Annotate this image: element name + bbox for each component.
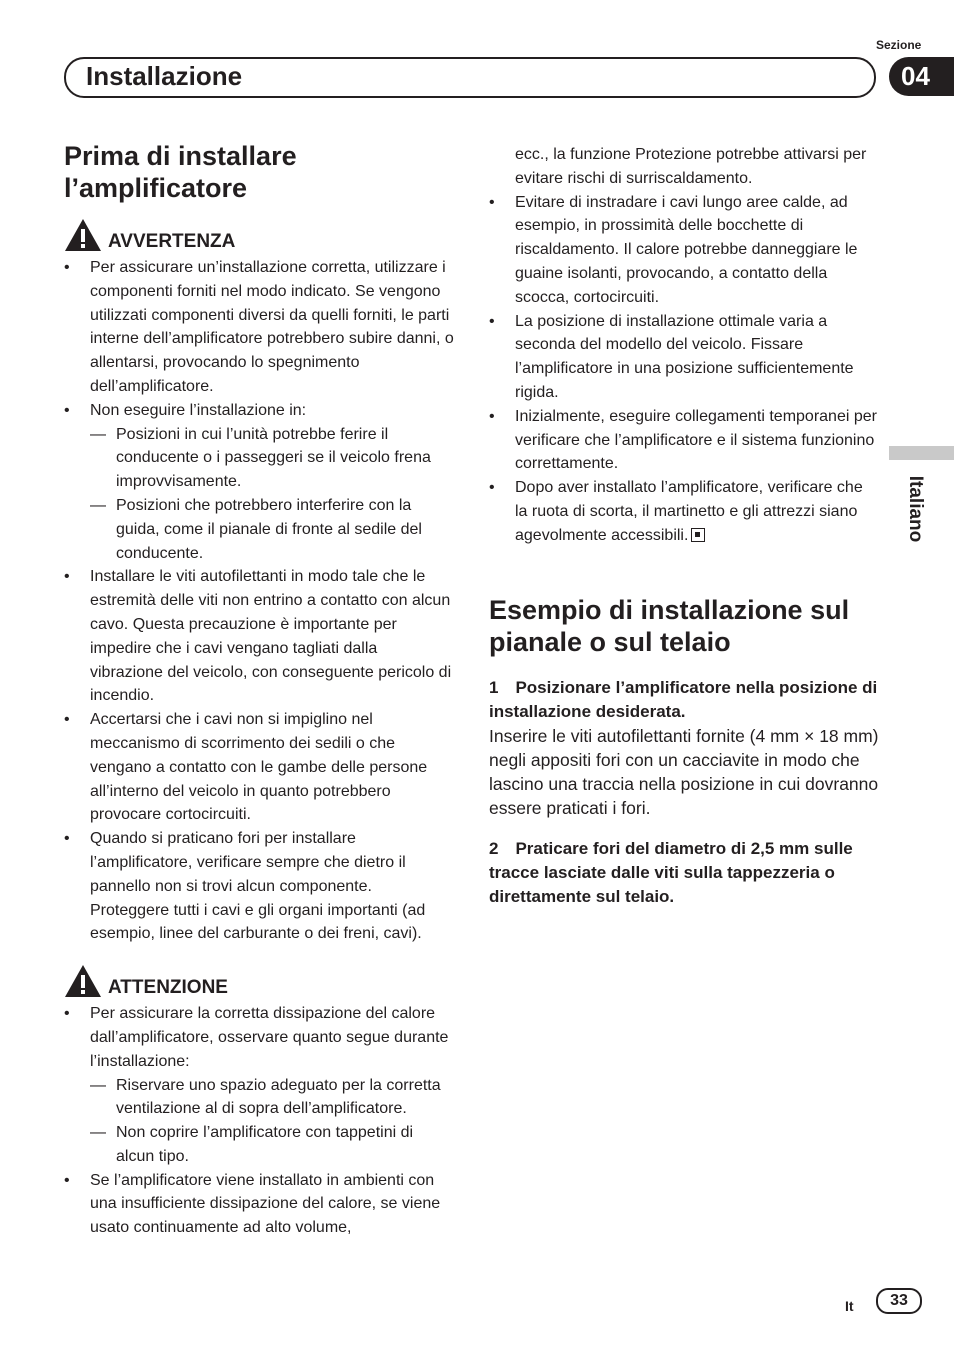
caution-header	[64, 964, 454, 998]
sub-list-item: — Non coprire l’amplificatore con tappetini di alcun tipo.	[90, 1121, 454, 1169]
page-header-title: Installazione	[86, 61, 243, 91]
list-item	[64, 1002, 454, 1169]
section-heading-esempio	[489, 594, 879, 658]
right-column	[489, 143, 879, 909]
section-heading-prima	[64, 140, 454, 204]
sub-list-item: — Posizioni che potrebbero interferire con la guida, come il pianale di fronte al sedile del conducente.	[90, 494, 454, 565]
step-1-title: 1 Posizionare l’amplificatore nella posizione di installazione desiderata.	[489, 677, 878, 721]
list-item: • Inizialmente, eseguire collegamenti temporanei per verificare che l’amplificatore e il sistema funzionino correttamente.	[489, 405, 879, 476]
language-tab-label: Italiano	[905, 475, 926, 543]
sub-list	[90, 1074, 454, 1169]
language-tab	[900, 466, 930, 552]
warning-label: AVVERTENZA	[108, 231, 236, 252]
language-code: It	[845, 1298, 854, 1314]
sub-list	[90, 423, 454, 566]
sub-list-item: — Posizioni in cui l’unità potrebbe ferire il conducente o i passeggeri se il veicolo frena improvvisamente.	[90, 423, 454, 494]
right-list	[489, 191, 879, 548]
heading-line: Prima di installare	[64, 141, 297, 171]
list-item: • Evitare di instradare i cavi lungo aree calde, ad esempio, in prossimità delle bocchette di riscaldamento. Il calore potrebbe danneggiare le guaine isolanti, provocando, a contatto della scocca, cortocircuiti.	[489, 191, 879, 310]
step-1-body: Inserire le viti autofilettanti fornite (4 mm × 18 mm) negli appositi fori con un cacciavite in modo che lascino una traccia nella posizione in cui dovranno essere praticati i fori.	[489, 725, 879, 818]
warning-list	[64, 256, 454, 946]
heading-line: Esempio di installazione sul	[489, 594, 850, 625]
warning-header	[64, 218, 454, 252]
step-2-title: 2 Praticare fori del diametro di 2,5 mm sulle tracce lasciate dalle viti sulla tappezzeria o direttamente sul telaio.	[489, 838, 853, 906]
warning-triangle-icon	[64, 964, 102, 998]
list-item: • Accertarsi che i cavi non si impiglino nel meccanismo di scorrimento dei sedili o che vengano a contatto con le gambe delle persone all’interno del veicolo in quanto potrebbero provocare cortocircuiti.	[64, 708, 454, 827]
list-item: • La posizione di installazione ottimale varia a seconda del modello del veicolo. Fissare l’amplificatore in una posizione sufficientemente rigida.	[489, 310, 879, 405]
list-item: • Per assicurare un’installazione corretta, utilizzare i componenti forniti nel modo indicato. Se vengono utilizzati componenti diversi da quelli forniti, le parti interne dell’amplificatore potrebbero subire danni, o allentarsi, provocando lo spegnimento dell’amplificatore.	[64, 256, 454, 399]
continued-text: ecc., la funzione Protezione potrebbe attivarsi per evitare rischi di surriscaldamento.	[515, 146, 867, 187]
page-number: 33	[876, 1288, 922, 1314]
list-item: • Installare le viti autofilettanti in modo tale che le estremità delle viti non entrino a contatto con alcun cavo. Questa precauzione è importante per impedire che i cavi vengano tagliati dalla vibrazione del veicolo, con conseguente pericolo di incendio.	[64, 565, 454, 708]
caution-label: ATTENZIONE	[108, 977, 228, 999]
end-mark-icon	[691, 528, 705, 542]
sub-list-item: — Riservare uno spazio adeguato per la corretta ventilazione al di sopra dell’amplificatore.	[90, 1074, 454, 1122]
list-item-text: Per assicurare la corretta dissipazione del calore dall’amplificatore, osservare quanto segue durante l’installazione:	[90, 1005, 449, 1070]
list-item-text: Dopo aver installato l’amplificatore, verificare che la ruota di scorta, il martinetto e gli attrezzi siano agevolmente accessibili.	[515, 479, 863, 544]
language-tab-marker	[889, 446, 954, 460]
heading-line: pianale o sul telaio	[489, 626, 731, 657]
list-item	[489, 476, 879, 547]
caution-list	[64, 1002, 454, 1240]
warning-triangle-icon	[64, 218, 102, 252]
list-item	[64, 399, 454, 566]
section-number-badge: 04	[889, 57, 954, 96]
list-item-text: Non eseguire l’installazione in:	[90, 401, 307, 419]
section-label: Sezione	[876, 38, 922, 52]
heading-line: l’amplificatore	[64, 173, 248, 203]
list-item: • Se l’amplificatore viene installato in ambienti con una insufficiente dissipazione del calore, se viene usato continuamente ad alto volume,	[64, 1169, 454, 1240]
list-item: • Quando si praticano fori per installare l’amplificatore, verificare sempre che dietro il pannello non si trovi alcun componente. Proteggere tutti i cavi e gli organi importanti (ad esempio, linee del carburante o dei freni, cavi).	[64, 827, 454, 946]
left-column	[64, 140, 454, 1240]
